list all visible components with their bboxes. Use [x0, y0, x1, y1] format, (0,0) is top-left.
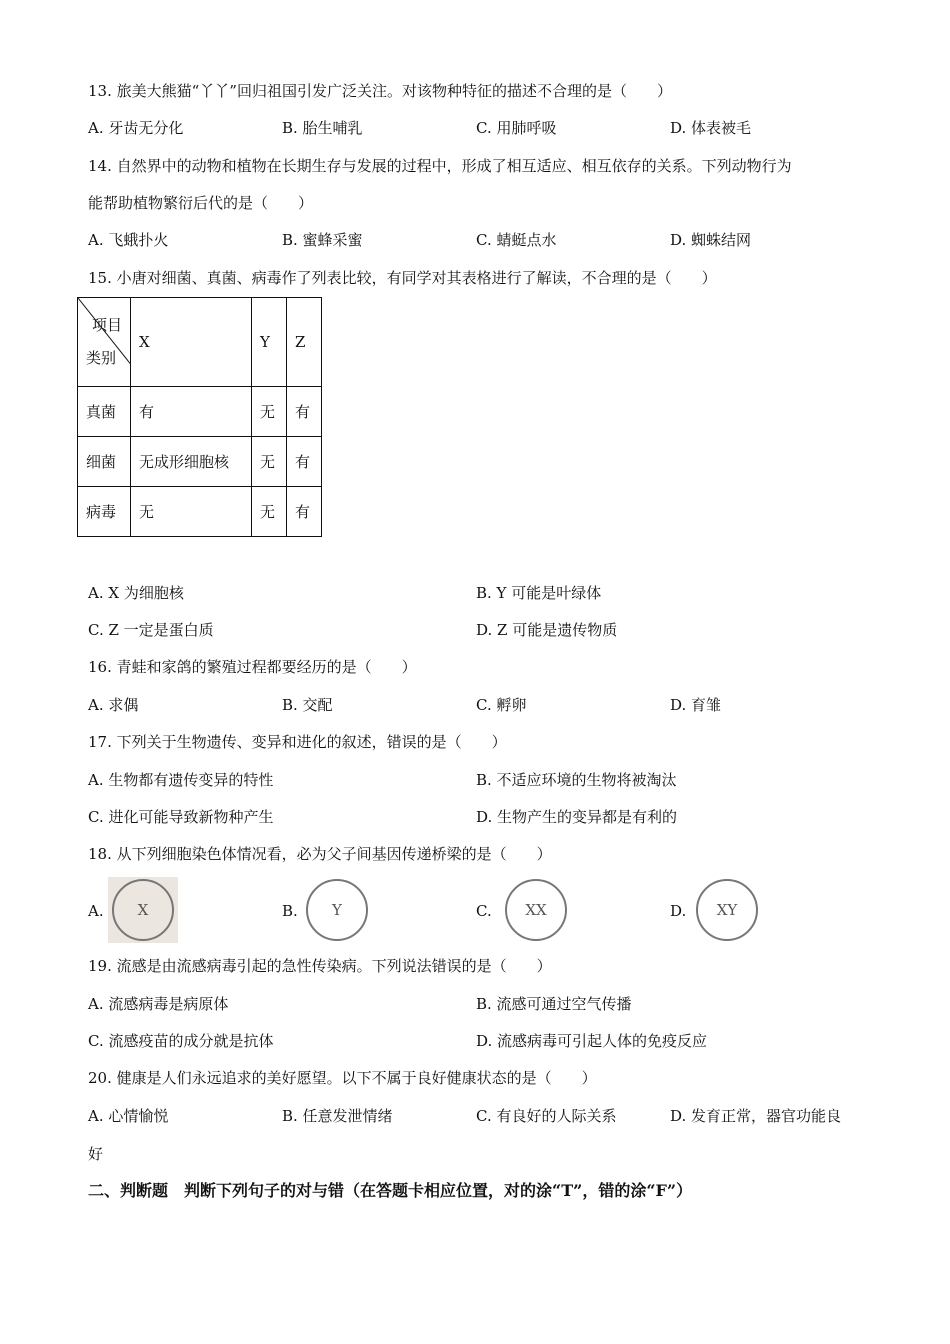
q15-option-c: C. Z 一定是蛋白质 — [88, 621, 214, 639]
q13-option-a: A. 牙齿无分化 — [88, 119, 184, 137]
cell-chromosome-d — [696, 879, 758, 941]
q18-option-c-label: C. — [476, 902, 492, 920]
q14-option-a: A. 飞蛾扑火 — [88, 231, 169, 249]
table-corner-bottom: 类别 — [86, 349, 117, 367]
q14-option-d: D. 蜘蛛结网 — [670, 231, 752, 249]
diagonal-divider-icon — [78, 298, 131, 386]
table-row-label: 真菌 — [78, 387, 131, 437]
q16-option-d: D. 育雏 — [670, 696, 722, 714]
chromosome-label-c: XX — [525, 901, 547, 919]
cell-chromosome-c — [505, 879, 567, 941]
q13-option-c: C. 用肺呼吸 — [476, 119, 557, 137]
table-cell: 无成形细胞核 — [131, 437, 252, 487]
q16-stem: 16. 青蛙和家鸽的繁殖过程都要经历的是（ ） — [88, 658, 417, 676]
table-header-row — [78, 298, 322, 387]
section-heading: 二、判断题 判断下列句子的对与错（在答题卡相应位置，对的涂“T”，错的涂“F”） — [88, 1181, 693, 1200]
chromosome-label-a: X — [137, 901, 149, 919]
q16-option-a: A. 求偶 — [88, 696, 139, 714]
table-cell: 无 — [252, 437, 287, 487]
table-header-x: X — [131, 298, 252, 387]
q19-option-a: A. 流感病毒是病原体 — [88, 995, 229, 1013]
q17-option-c: C. 进化可能导致新物种产生 — [88, 808, 274, 826]
q15-option-b: B. Y 可能是叶绿体 — [476, 584, 602, 602]
q20-option-d-wrap: 好 — [88, 1145, 104, 1163]
q19-option-c: C. 流感疫苗的成分就是抗体 — [88, 1032, 274, 1050]
table-corner-cell — [78, 298, 131, 387]
q18-option-a-label: A. — [88, 902, 104, 920]
q16-option-c: C. 孵卵 — [476, 696, 527, 714]
table-cell: 无 — [131, 487, 252, 537]
q17-option-b: B. 不适应环境的生物将被淘汰 — [476, 771, 677, 789]
q18-stem: 18. 从下列细胞染色体情况看，必为父子间基因传递桥梁的是（ ） — [88, 845, 552, 863]
q20-option-c: C. 有良好的人际关系 — [476, 1107, 617, 1125]
q20-option-a: A. 心情愉悦 — [88, 1107, 169, 1125]
table-cell: 有 — [131, 387, 252, 437]
q19-stem: 19. 流感是由流感病毒引起的急性传染病。下列说法错误的是（ ） — [88, 957, 552, 975]
q13-option-b: B. 胎生哺乳 — [282, 119, 363, 137]
table-cell: 有 — [287, 387, 322, 437]
q17-option-a: A. 生物都有遗传变异的特性 — [88, 771, 274, 789]
chromosome-label-d: XY — [716, 901, 738, 919]
table-row — [78, 387, 322, 437]
table-corner-top: 项目 — [91, 316, 122, 334]
q19-option-b: B. 流感可通过空气传播 — [476, 995, 632, 1013]
table-row-label: 细菌 — [78, 437, 131, 487]
table-cell: 有 — [287, 487, 322, 537]
q19-option-d: D. 流感病毒可引起人体的免疫反应 — [476, 1032, 708, 1050]
table-cell: 无 — [252, 387, 287, 437]
chromosome-label-b: Y — [332, 901, 342, 919]
q14-stem-line1: 14. 自然界中的动物和植物在长期生存与发展的过程中，形成了相互适应、相互依存的关系。下列动物行为 — [88, 157, 792, 175]
q20-option-b: B. 任意发泄情绪 — [282, 1107, 393, 1125]
q17-stem: 17. 下列关于生物遗传、变异和进化的叙述，错误的是（ ） — [88, 733, 507, 751]
q14-option-c: C. 蜻蜓点水 — [476, 231, 557, 249]
q15-stem: 15. 小唐对细菌、真菌、病毒作了列表比较，有同学对其表格进行了解读，不合理的是（ ） — [88, 269, 717, 287]
cell-chromosome-a — [112, 879, 174, 941]
q18-option-b-label: B. — [282, 902, 298, 920]
q17-option-d: D. 生物产生的变异都是有利的 — [476, 808, 678, 826]
q14-stem-line2: 能帮助植物繁衍后代的是（ ） — [88, 194, 314, 212]
table-row-label: 病毒 — [78, 487, 131, 537]
table-header-z: Z — [287, 298, 322, 387]
comparison-table — [77, 297, 322, 537]
q15-option-a: A. X 为细胞核 — [88, 584, 184, 602]
table-cell: 有 — [287, 437, 322, 487]
q15-option-d: D. Z 可能是遗传物质 — [476, 621, 618, 639]
q20-option-d: D. 发育正常，器官功能良 — [670, 1107, 842, 1125]
q16-option-b: B. 交配 — [282, 696, 333, 714]
q13-stem: 13. 旅美大熊猫“丫丫”回归祖国引发广泛关注。对该物种特征的描述不合理的是（ ） — [88, 82, 672, 100]
table-cell: 无 — [252, 487, 287, 537]
q18-option-d-label: D. — [670, 902, 687, 920]
table-header-y: Y — [252, 298, 287, 387]
table-row — [78, 437, 322, 487]
q20-stem: 20. 健康是人们永远追求的美好愿望。以下不属于良好健康状态的是（ ） — [88, 1069, 597, 1087]
q14-option-b: B. 蜜蜂采蜜 — [282, 231, 363, 249]
table-row — [78, 487, 322, 537]
cell-chromosome-b — [306, 879, 368, 941]
q13-option-d: D. 体表被毛 — [670, 119, 752, 137]
